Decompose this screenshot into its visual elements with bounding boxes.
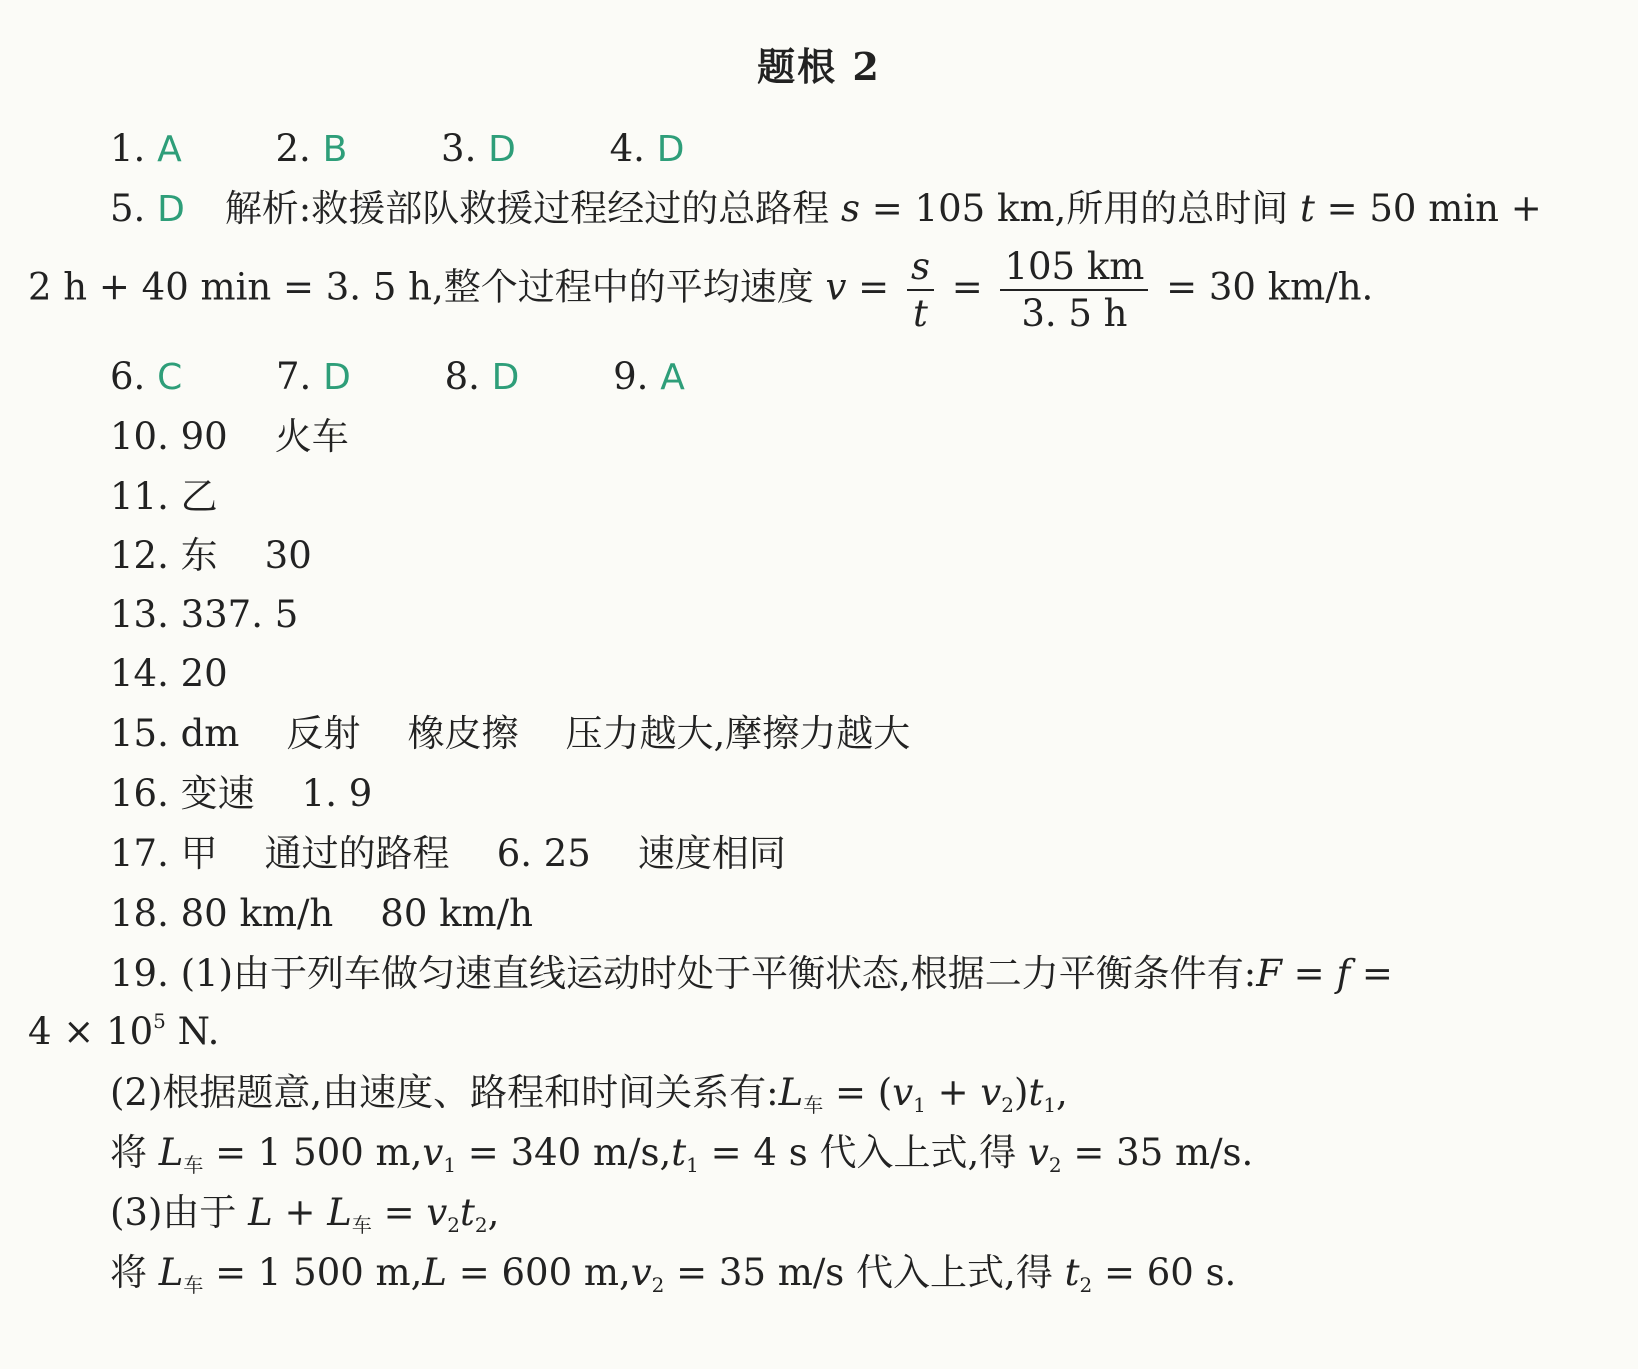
answer-3: 3. D: [441, 127, 516, 170]
fraction-s-over-t: $\frac{s}{t}$: [907, 248, 934, 332]
answer-19-part-2-calc: 将 $L_车 = 1$ 500 $m,v_1 = 340$ $m/s,t_1 = 4$ s 代入上式,得 $v_2 = 35$ m/s.: [110, 1131, 1254, 1177]
answer-19-part-2: (2)根据题意,由速度、路程和时间关系有$:L_车 = (v_1 + v_2)t_1$,: [110, 1071, 1068, 1117]
answer-18: 18. 80 km/h 80 km/h: [110, 892, 533, 935]
answer-16: 16. 变速 1. 9: [110, 772, 373, 815]
answer-19-part-1: 19. (1)由于列车做匀速直线运动时处于平衡状态,根据二力平衡条件有:F = f =: [110, 952, 1393, 995]
answer-19-part-1-cont: $4 \times 10^5$ N.: [28, 1009, 220, 1053]
answer-10: 10. 90 火车: [110, 415, 349, 458]
answers-row-2: [110, 355, 767, 398]
answer-7: 7. D: [275, 355, 351, 398]
answer-4: 4. D: [609, 127, 685, 170]
answer-13: 13. 337. 5: [110, 593, 299, 636]
answer-9: 9. A: [613, 355, 685, 398]
answer-19-part-3-calc: 将 $L_车 = 1$ 500 m,L = 600 $m,v_2 = 35$ m/s 代入上式,得 $t_2 = 60$ s.: [110, 1251, 1237, 1297]
answer-14: 14. 20: [110, 652, 228, 695]
answer-12: 12. 东 30: [110, 534, 312, 577]
fraction-distance-over-time: $\frac{105 km}{3. 5 h}$: [1000, 248, 1148, 332]
answer-11: 11. 乙: [110, 475, 218, 518]
answer-5-line-1: 5. D 解析:救援部队救援过程经过的总路程 s = 105 km,所用的总时间 t = 50 min +: [110, 187, 1542, 230]
answer-2: 2. B: [275, 127, 348, 170]
answer-17: 17. 甲 通过的路程 6. 25 速度相同: [110, 832, 786, 875]
answer-6: 6. C: [110, 355, 183, 398]
answer-1: 1. A: [110, 127, 182, 170]
answer-8: 8. D: [444, 355, 520, 398]
answer-19-part-3: (3)由于 $L + L_车 = v_2t_2$,: [110, 1191, 500, 1237]
answer-15: 15. dm 反射 橡皮擦 压力越大,摩擦力越大: [110, 712, 911, 755]
answers-row-1: [110, 127, 766, 170]
answer-5-line-2: 2 h + 40 min = 3. 5 h,整个过程中的平均速度 v = $\frac{s}{t}$ = $\frac{105 km}{3. 5 h}$ = 30 km/h.: [28, 245, 1374, 335]
page-title: 题根 2: [757, 44, 881, 89]
